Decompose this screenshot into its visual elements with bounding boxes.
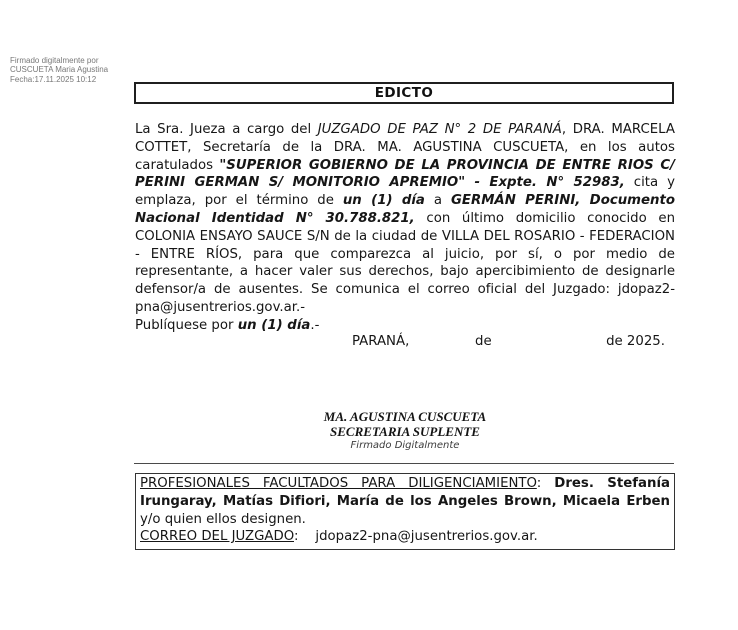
professionals-line: PROFESIONALES FACULTADOS PARA DILIGENCIAMIENTO: Dres. Stefanía Irungaray, Matías Difiori, María de los Angeles Brown, Micaela Erben y/o quien ellos designen. xyxy=(140,476,671,527)
stamp-line-2: CUSCUETA Maria Agustina xyxy=(10,65,109,75)
edicto-title: EDICTO xyxy=(374,85,434,101)
date-day-separator: de xyxy=(475,334,492,349)
stamp-line-3: Fecha:17.11.2025 10:12 xyxy=(10,74,97,84)
signature-role: SECRETARIA SUPLENTE xyxy=(330,423,480,439)
date-city-label: PARANÁ, xyxy=(352,334,410,349)
signature-digital-note: Firmado Digitalmente xyxy=(350,440,460,452)
signature-block xyxy=(135,410,675,452)
main-paragraph: La Sra. Jueza a cargo del JUZGADO DE PAZ N° 2 DE PARANÁ, DRA. MARCELA COTTET, Secretaría de la DRA. MA. AGUSTINA CUSCUETA, en los autos caratulados "SUPERIOR GOBIERNO DE LA PROVINCIA DE ENTRE RIOS C/ PERINI GERMAN S/ MONITORIO APREMIO" - Expte. N° 52983, cita y emplaza, por el término de un (1) día a GERMÁN PERINI, Documento Nacional Identidad N° 30.788.821, con último domicilio conocido en COLONIA ENSAYO SAUCE S/N de la ciudad de VILLA DEL ROSARIO - FEDERACION - ENTRE RÍOS, para que comparezca al juicio, por sí, o por medio de representante, a hacer valer sus derechos, bajo apercibimiento de designarle defensor/a de ausentes. Se comunica el correo oficial del Juzgado: jdopaz2-pna@jusentrerios.gov.ar.- xyxy=(135,122,676,315)
digital-signature-stamp xyxy=(10,56,108,84)
date-fill-in-line xyxy=(135,334,675,352)
edicto-title-box xyxy=(134,82,674,104)
date-year-label: de 2025. xyxy=(606,334,665,349)
horizontal-rule xyxy=(134,463,674,464)
stamp-line-1: Firmado digitalmente por xyxy=(10,56,99,65)
court-email-line: CORREO DEL JUZGADO: jdopaz2-pna@jusentrerios.gov.ar. xyxy=(140,529,538,545)
signature-name: MA. AGUSTINA CUSCUETA xyxy=(323,409,487,424)
publish-line: Publíquese por un (1) día.- xyxy=(135,317,320,333)
footer-info-box xyxy=(135,473,675,550)
edict-body xyxy=(135,121,675,335)
